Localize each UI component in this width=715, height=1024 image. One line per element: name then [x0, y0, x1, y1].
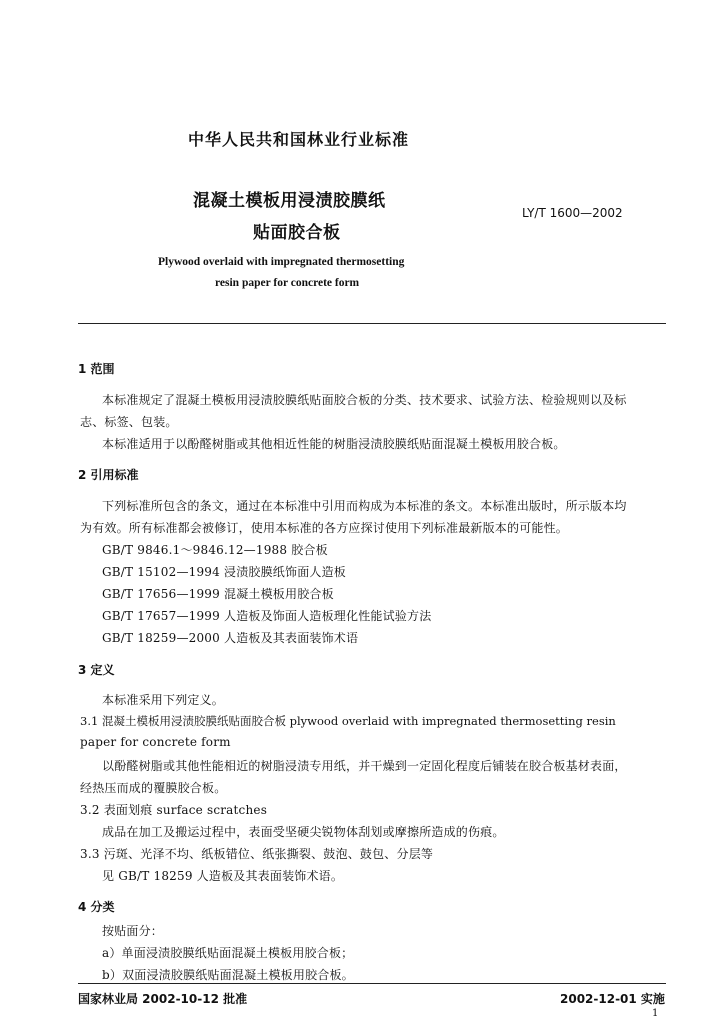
issue-date: 国家林业局 2002-10-12 批准	[78, 992, 248, 1006]
section-1-p2: 本标准适用于以酚醛树脂或其他相近性能的树脂浸渍胶膜纸贴面混凝土模板用胶合板。	[102, 437, 566, 451]
reference-item: GB/T 9846.1～9846.12—1988 胶合板	[102, 543, 328, 557]
effective-date: 2002-12-01 实施	[560, 992, 665, 1006]
reference-item: GB/T 17656—1999 混凝土模板用胶合板	[102, 587, 334, 601]
classification-item-b: b）双面浸渍胶膜纸贴面混凝土模板用胶合板。	[102, 968, 354, 982]
reference-item: GB/T 15102—1994 浸渍胶膜纸饰面人造板	[102, 565, 346, 579]
reference-item: GB/T 18259—2000 人造板及其表面装饰术语	[102, 631, 359, 645]
section-4-heading: 4 分类	[78, 900, 115, 914]
definition-3-1-body-line2: 经热压而成的覆膜胶合板。	[80, 781, 227, 795]
title-en-line1: Plywood overlaid with impregnated thermosetting	[158, 256, 405, 268]
section-2-p1-line2: 为有效。所有标准都会被修订，使用本标准的各方应探讨使用下列标准最新版本的可能性。	[80, 521, 569, 535]
title-cn-line1: 混凝土模板用浸渍胶膜纸	[193, 191, 386, 211]
page-number: 1	[652, 1008, 659, 1019]
definition-3-1-title-cont: paper for concrete form	[80, 735, 231, 749]
standard-code: LY/T 1600—2002	[522, 206, 623, 220]
definition-3-1-title: 3.1 混凝土模板用浸渍胶膜纸贴面胶合板 plywood overlaid with impregnated thermosetting resin	[80, 714, 616, 728]
section-2-heading: 2 引用标准	[78, 468, 139, 482]
section-1-p1-line1: 本标准规定了混凝土模板用浸渍胶膜纸贴面胶合板的分类、技术要求、试验方法、检验规则以及标	[102, 393, 627, 407]
section-2-p1-line1: 下列标准所包含的条文，通过在本标准中引用而构成为本标准的条文。本标准出版时，所示版本均	[102, 499, 627, 513]
definition-3-3-title: 3.3 污斑、光泽不均、纸板错位、纸张撕裂、鼓泡、鼓包、分层等	[80, 847, 434, 861]
definition-3-2-body: 成品在加工及搬运过程中，表面受坚硬尖锐物体刮划或摩擦所造成的伤痕。	[102, 825, 505, 839]
section-1-p1-line2: 志、标签、包装。	[80, 415, 178, 429]
section-4-intro: 按贴面分：	[102, 924, 164, 938]
section-1-heading: 1 范围	[78, 362, 115, 376]
org-standard-title: 中华人民共和国林业行业标准	[188, 130, 410, 149]
definition-3-1-body-line1: 以酚醛树脂或其他性能相近的树脂浸渍专用纸，并干燥到一定固化程度后铺装在胶合板基材表面，	[102, 759, 627, 773]
header-divider	[78, 323, 666, 324]
definition-3-2-title: 3.2 表面划痕 surface scratches	[80, 803, 268, 817]
section-3-heading: 3 定义	[78, 663, 115, 677]
reference-item: GB/T 17657—1999 人造板及饰面人造板理化性能试验方法	[102, 609, 432, 623]
title-en-line2: resin paper for concrete form	[215, 277, 360, 289]
section-3-intro: 本标准采用下列定义。	[102, 693, 225, 707]
title-cn-line2: 贴面胶合板	[253, 223, 341, 243]
footer-divider	[78, 983, 666, 984]
definition-3-3-body: 见 GB/T 18259 人造板及其表面装饰术语。	[102, 869, 344, 883]
classification-item-a: a）单面浸渍胶膜纸贴面混凝土模板用胶合板；	[102, 946, 354, 960]
